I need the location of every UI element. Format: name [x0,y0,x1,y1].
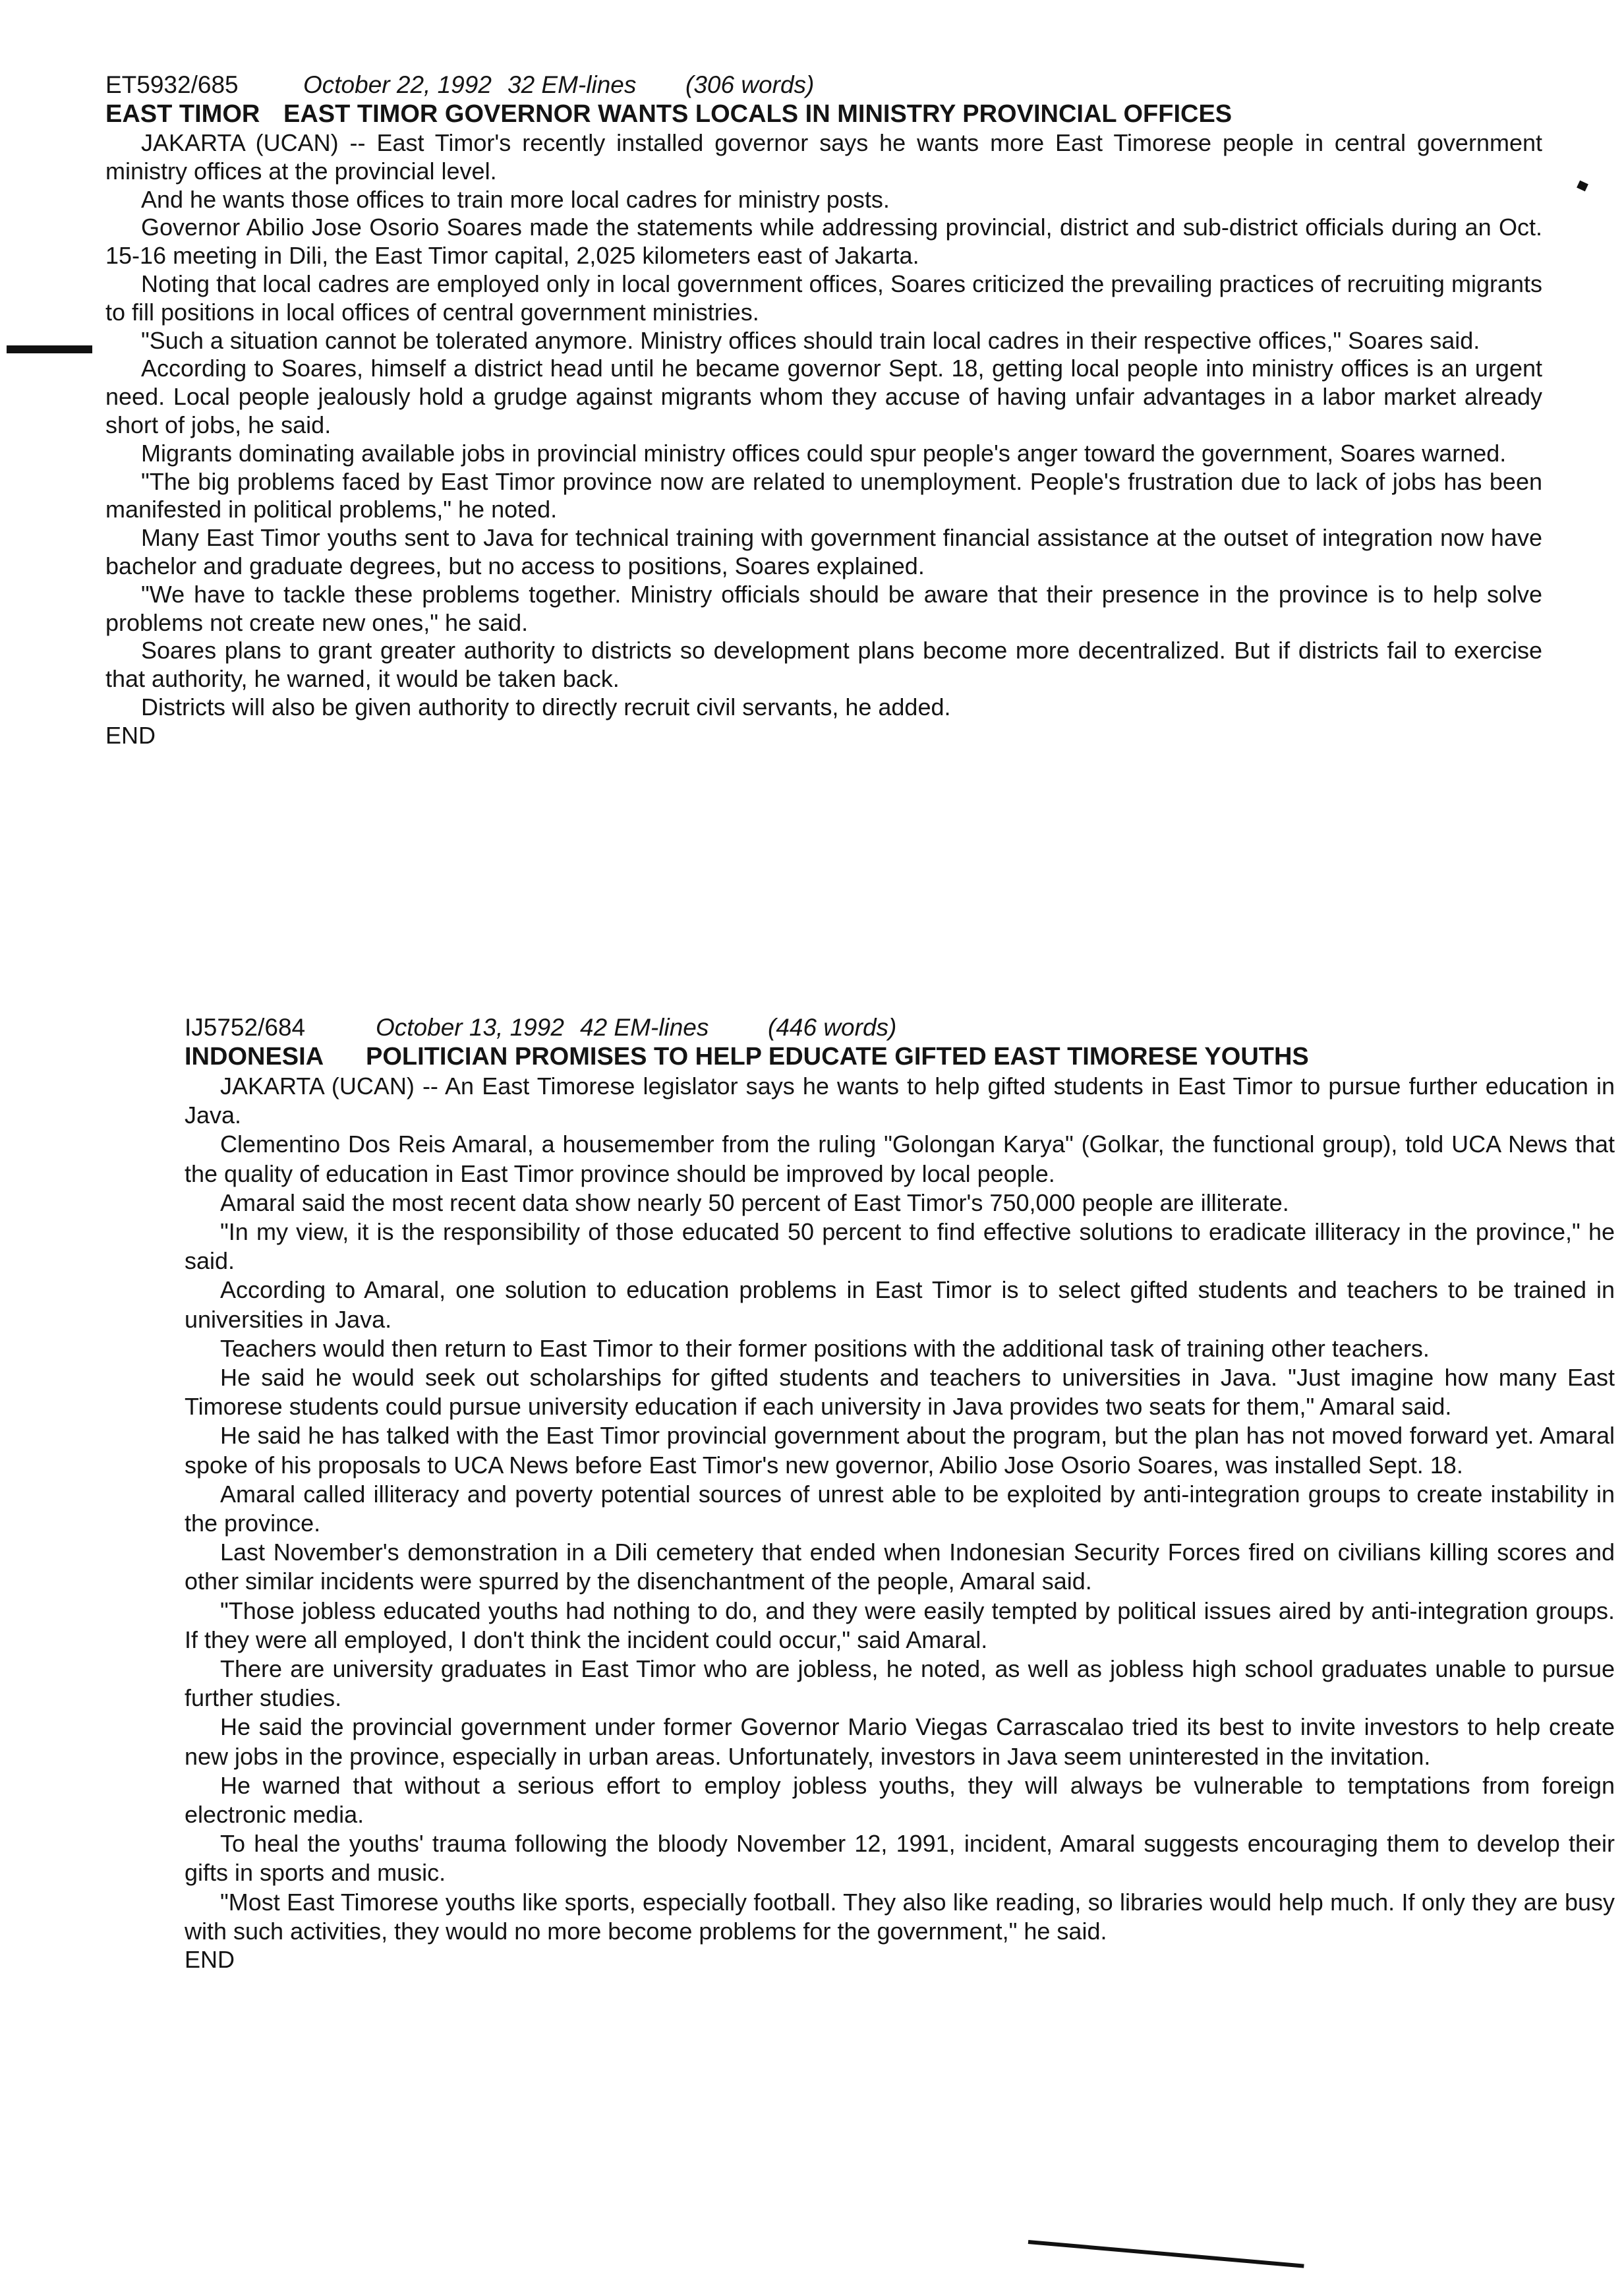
paragraph: Governor Abilio Jose Osorio Soares made the statements while addressing provincial, district and sub-district officials during an Oct. 15-16 meeting in Dili, the East Timor capital, 2,025 kilometers east of Jakarta. [105,214,1542,270]
paragraph: He said he would seek out scholarships for gifted students and teachers to universities in Java. "Just imagine how many East Timorese students could pursue university education if each university in Java provides two seats for them," Amaral said. [185,1364,1615,1421]
article-date: October 13, 1992 [376,1014,564,1041]
paragraph: "Most East Timorese youths like sports, especially football. They also like reading, so libraries would help much. If only they are busy with such activities, they would no more become problems for the government," he said. [185,1888,1615,1945]
paragraph: Amaral said the most recent data show nearly 50 percent of East Timor's 750,000 people are illiterate. [220,1189,1289,1216]
paragraph: Noting that local cadres are employed only in local government offices, Soares criticized the prevailing practices of recruiting migrants to fill positions in local offices of central government ministries. [105,270,1542,326]
article-headline-row [185,1042,1615,1072]
paragraph: There are university graduates in East Timor who are jobless, he noted, as well as jobless high school graduates unable to pursue further studies. [185,1655,1615,1712]
paragraph: "Such a situation cannot be tolerated anymore. Ministry offices should train local cadres in their respective offices," Soares said. [141,326,1480,354]
article-body [105,129,1542,722]
article-meta [185,1014,1615,1042]
paragraph: He warned that without a serious effort to employ jobless youths, they will always be vulnerable to temptations from foreign electronic media. [185,1771,1615,1829]
paragraph: "In my view, it is the responsibility of those educated 50 percent to find effective solutions to eradicate illiteracy in the province," he said. [185,1218,1615,1275]
paragraph: "The big problems faced by East Timor province now are related to unemployment. People's frustration due to lack of jobs has been manifested in political problems," he noted. [105,467,1542,523]
paragraph: JAKARTA (UCAN) -- East Timor's recently installed governor says he wants more East Timorese people in central government ministry offices at the provincial level. [105,129,1542,185]
article-politician-education [185,1014,1615,1974]
article-length: 42 EM-lines [580,1014,709,1041]
article-headline: POLITICIAN PROMISES TO HELP EDUCATE GIFTED EAST TIMORESE YOUTHS [366,1043,1309,1071]
article-end-marker: END [105,721,156,749]
article-headline: EAST TIMOR GOVERNOR WANTS LOCALS IN MINISTRY PROVINCIAL OFFICES [283,100,1232,128]
paragraph: Last November's demonstration in a Dili cemetery that ended when Indonesian Security Forces fired on civilians killing scores and other similar incidents were spurred by the disenchantment of the people, Amaral said. [185,1539,1615,1595]
article-body [185,1072,1615,1946]
paragraph: And he wants those offices to train more local cadres for ministry posts. [141,185,890,213]
paragraph: According to Soares, himself a district head until he became governor Sept. 18, getting local people into ministry offices is an urgent need. Local people jealously hold a grudge against migrants whom they accuse of having unfair advantages in a labor market already short of jobs, he said. [105,355,1542,438]
article-region: EAST TIMOR [105,100,260,128]
paragraph: He said the provincial government under former Governor Mario Viegas Carrascalao tried its best to invite investors to help create new jobs in the province, especially in urban areas. Unfortunately, investors in Java seem uninterested in the invitation. [185,1713,1615,1770]
paragraph: Amaral called illiteracy and poverty potential sources of unrest able to be exploited by anti-integration groups to create instability in the province. [185,1480,1615,1537]
paragraph: According to Amaral, one solution to education problems in East Timor is to select gifted students and teachers to be trained in universities in Java. [185,1276,1615,1333]
article-slug: ET5932/685 [105,71,239,98]
paragraph: Soares plans to grant greater authority to districts so development plans become more decentralized. But if districts fail to exercise that authority, he warned, it would be taken back. [105,637,1542,693]
paragraph: Many East Timor youths sent to Java for technical training with government financial assistance at the outset of integration now have bachelor and graduate degrees, but no access to positions, Soares explained. [105,524,1542,579]
paragraph: "Those jobless educated youths had nothing to do, and they were easily tempted by political issues aired by anti-integration groups. If they were all employed, I don't think the incident could occur," said Amaral. [185,1597,1615,1653]
article-meta [105,71,1542,99]
article-date: October 22, 1992 [303,71,492,98]
article-word-count: (446 words) [768,1014,897,1041]
paragraph: "We have to tackle these problems together. Ministry officials should be aware that their presence in the province is to help solve problems not create new ones," he said. [105,580,1542,636]
paragraph: Clementino Dos Reis Amaral, a housemember from the ruling "Golongan Karya" (Golkar, the functional group), told UCA News that the quality of education in East Timor province should be improved by local people. [185,1131,1615,1187]
paragraph: Teachers would then return to East Timor to their former positions with the additional task of training other teachers. [220,1334,1430,1362]
article-length: 32 EM-lines [508,71,637,98]
paragraph: Districts will also be given authority to directly recruit civil servants, he added. [141,693,951,721]
paragraph: To heal the youths' trauma following the bloody November 12, 1991, incident, Amaral suggests encouraging them to develop their gifts in sports and music. [185,1830,1615,1887]
article-slug: IJ5752/684 [185,1014,306,1041]
article-region: INDONESIA [185,1043,324,1071]
article-headline-row [105,99,1542,129]
paragraph: JAKARTA (UCAN) -- An East Timorese legislator says he wants to help gifted students in East Timor to pursue further education in Java. [185,1073,1615,1129]
paragraph: He said he has talked with the East Timor provincial government about the program, but the plan has not moved forward yet. Amaral spoke of his proposals to UCA News before East Timor's new governor, Abilio Jose Osorio Soares, was installed Sept. 18. [185,1422,1615,1479]
article-east-timor-governor [105,71,1542,750]
paragraph: Migrants dominating available jobs in provincial ministry offices could spur people's anger toward the government, Soares warned. [141,439,1507,467]
margin-dash-mark [1577,181,1588,192]
article-end-marker: END [185,1946,235,1974]
article-word-count: (306 words) [685,71,815,98]
margin-bar-mark [7,345,92,353]
pen-stroke-mark [1028,2240,1304,2268]
